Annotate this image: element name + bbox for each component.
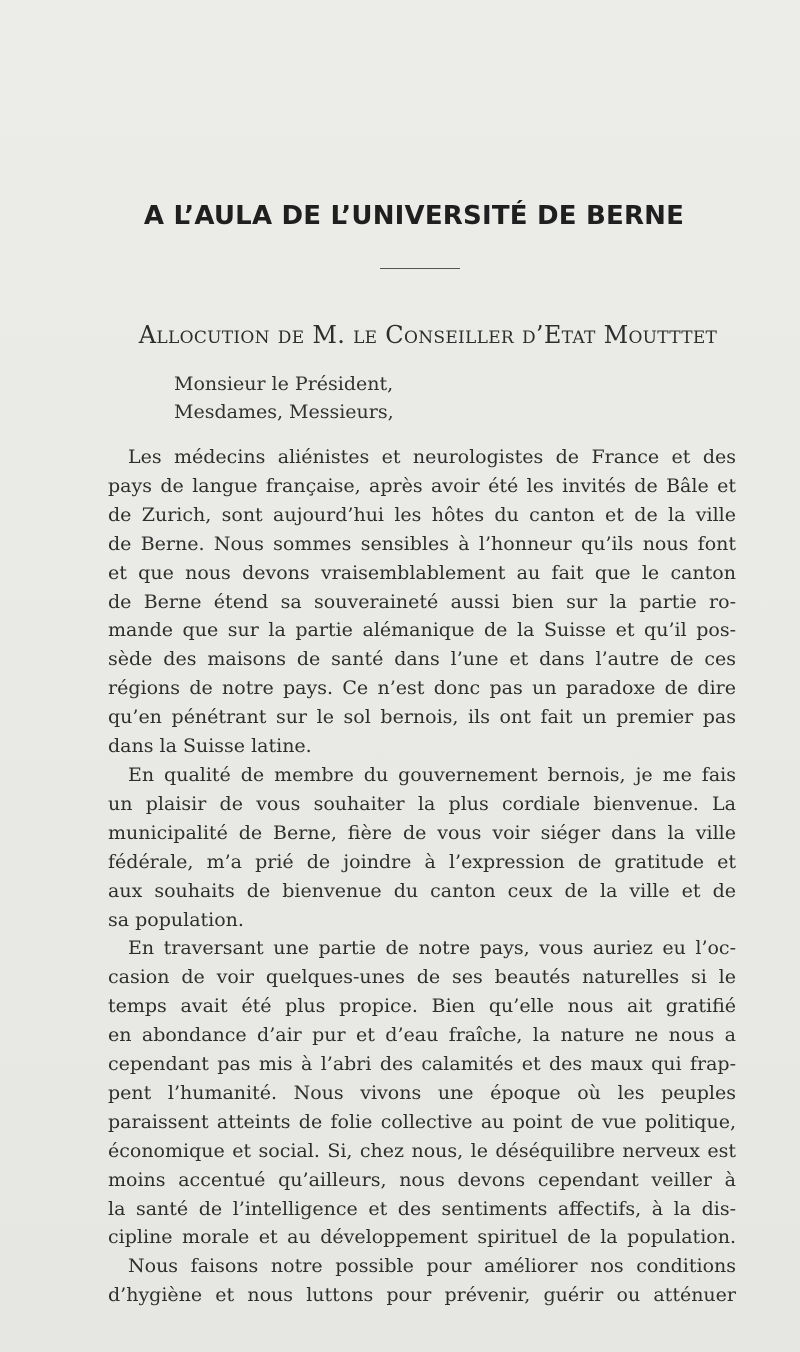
paragraph-line: d’hygiène et nous luttons pour prévenir, guérir ou atténuer bbox=[108, 1284, 736, 1307]
paragraph-line: Nous faisons notre possible pour améliorer nos conditions bbox=[128, 1255, 736, 1278]
paragraph-line: régions de notre pays. Ce n’est donc pas un paradoxe de dire bbox=[108, 677, 736, 700]
salutation-line: Monsieur le Président, bbox=[174, 373, 394, 395]
title-divider bbox=[380, 268, 460, 269]
paragraph-line: En qualité de membre du gouvernement bernois, je me fais bbox=[128, 763, 736, 786]
paragraph-line: cipline morale et au développement spirituel de la population. bbox=[108, 1226, 736, 1249]
paragraph-line: la santé de l’intelligence et des sentiments affectifs, à la dis- bbox=[108, 1197, 736, 1220]
paragraph-line: un plaisir de vous souhaiter la plus cordiale bienvenue. La bbox=[108, 792, 736, 815]
paragraph-line: cependant pas mis à l’abri des calamités et des maux qui frap- bbox=[108, 1053, 736, 1076]
paragraph-line: de Berne. Nous sommes sensibles à l’honneur qu’ils nous font bbox=[108, 532, 736, 555]
paragraph-line: paraissent atteints de folie collective au point de vue politique, bbox=[108, 1110, 736, 1133]
paragraph-line: pent l’humanité. Nous vivons une époque où les peuples bbox=[108, 1081, 736, 1104]
paragraph-line: qu’en pénétrant sur le sol bernois, ils ont fait un premier pas bbox=[108, 706, 736, 729]
paragraph-line: moins accentué qu’ailleurs, nous devons cependant veiller à bbox=[108, 1168, 736, 1191]
body-text bbox=[108, 443, 736, 1310]
page-title: A L’AULA DE L’UNIVERSITÉ DE BERNE bbox=[143, 201, 685, 231]
paragraph-line: mande que sur la partie alémanique de la Suisse et qu’il pos- bbox=[108, 619, 736, 642]
paragraph-line: temps avait été plus propice. Bien qu’elle nous ait gratifié bbox=[108, 995, 736, 1018]
paragraph-line: sède des maisons de santé dans l’une et dans l’autre de ces bbox=[108, 648, 736, 671]
paragraph-line: de Berne étend sa souveraineté aussi bien sur la partie ro- bbox=[108, 590, 736, 613]
paragraph-line: dans la Suisse latine. bbox=[108, 735, 312, 758]
paragraph-line: municipalité de Berne, fière de vous voir siéger dans la ville bbox=[108, 821, 736, 844]
paragraph-line: En traversant une partie de notre pays, vous auriez eu l’oc- bbox=[128, 937, 736, 960]
salutation-line: Mesdames, Messieurs, bbox=[174, 401, 394, 423]
paragraph-line: de Zurich, sont aujourd’hui les hôtes du canton et de la ville bbox=[108, 503, 736, 526]
paragraph-line: économique et social. Si, chez nous, le déséquilibre nerveux est bbox=[108, 1139, 736, 1162]
paragraph-line: en abondance d’air pur et d’eau fraîche, la nature ne nous a bbox=[108, 1024, 736, 1047]
speech-heading: Allocution de M. le Conseiller d’Etat Moutttet bbox=[138, 321, 718, 349]
paragraph-line: fédérale, m’a prié de joindre à l’expression de gratitude et bbox=[108, 850, 736, 873]
paragraph-line: aux souhaits de bienvenue du canton ceux de la ville et de bbox=[108, 879, 736, 902]
paragraph-line: casion de voir quelques-unes de ses beautés naturelles si le bbox=[108, 966, 736, 989]
paragraph-line: sa population. bbox=[108, 908, 244, 931]
paragraph-line: et que nous devons vraisemblablement au fait que le canton bbox=[108, 561, 736, 584]
salutation bbox=[174, 370, 594, 426]
paragraph-line: Les médecins aliénistes et neurologistes de France et des bbox=[128, 446, 736, 468]
paragraph-line: pays de langue française, après avoir été les invités de Bâle et bbox=[108, 474, 736, 497]
